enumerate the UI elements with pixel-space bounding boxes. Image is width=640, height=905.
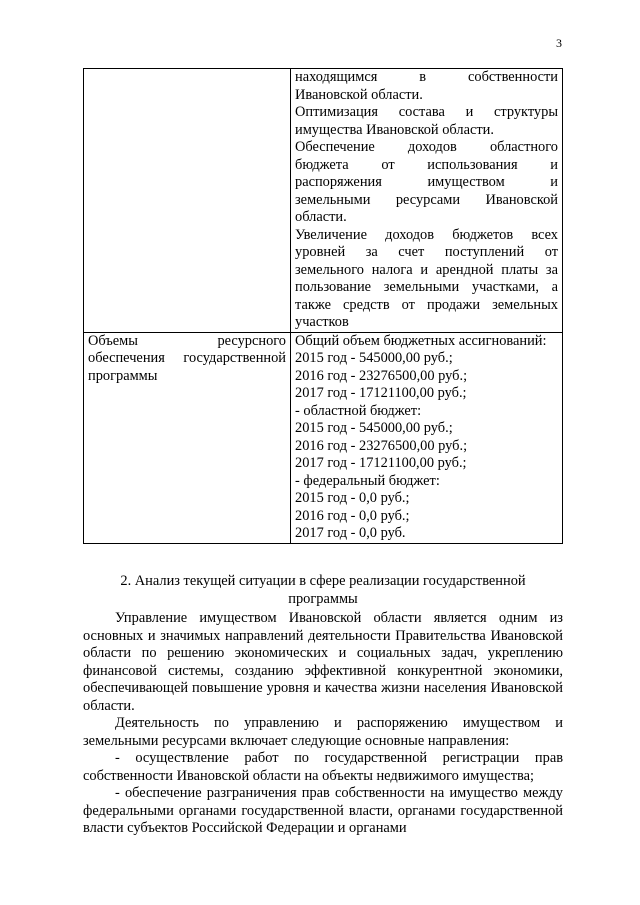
funding-line: Общий объем бюджетных ассигнований: xyxy=(295,332,547,349)
text-line: бюджета от использования и xyxy=(295,156,558,173)
body-paragraph: - осуществление работ по государственной регистрации прав собственности Ивановской области на объекты недвижимого имущества; xyxy=(83,750,563,784)
goal-paragraph xyxy=(295,139,558,227)
page-number: 3 xyxy=(556,36,562,50)
text-line: пользование земельными участками, а xyxy=(295,279,558,295)
funding-line: 2016 год - 23276500,00 руб.; xyxy=(295,437,468,454)
text-line: находящимся в собственности xyxy=(295,69,558,85)
section-analysis xyxy=(83,573,563,838)
funding-line: - федеральный бюджет: xyxy=(295,472,440,489)
text-line: Ивановской области. xyxy=(295,86,423,103)
goal-paragraph xyxy=(295,69,558,104)
section-title xyxy=(83,573,563,608)
funding-line: - областной бюджет: xyxy=(295,402,422,419)
text-line: Оптимизация состава и структуры xyxy=(295,104,558,120)
text-line: Объемы ресурсного xyxy=(88,332,286,349)
table-cell-goals xyxy=(291,69,563,333)
funding-line: 2015 год - 0,0 руб.; xyxy=(295,490,410,506)
text-line: уровней за счет поступлений от xyxy=(295,244,558,260)
text-line: программы xyxy=(88,367,158,384)
text-line: обеспечения государственной xyxy=(88,350,286,366)
funding-line: 2016 год - 0,0 руб.; xyxy=(295,507,410,524)
funding-line: 2015 год - 545000,00 руб.; xyxy=(295,350,453,366)
section-title-line: 2. Анализ текущей ситуации в сфере реализации государственной xyxy=(120,573,526,589)
text-line: также средств от продажи земельных xyxy=(295,296,558,313)
text-line: земельного налога и арендной платы за xyxy=(295,261,558,278)
table-cell-funding xyxy=(291,332,563,543)
text-line: земельными ресурсами Ивановской xyxy=(295,191,558,208)
table-cell-empty xyxy=(84,69,291,333)
section-title-line: программы xyxy=(288,590,358,607)
table-cell-label xyxy=(84,332,291,543)
goal-paragraph xyxy=(295,104,558,139)
body-paragraph: - обеспечение разграничения прав собственности на имущество между федеральными органами государственной власти, органами государственной власти субъектов Российской Федерации и органами xyxy=(83,785,563,836)
text-line: имущества Ивановской области. xyxy=(295,121,494,138)
funding-line: 2016 год - 23276500,00 руб.; xyxy=(295,367,468,384)
text-line: участков xyxy=(295,314,349,330)
table-row xyxy=(84,69,563,333)
text-line: распоряжения имуществом и xyxy=(295,174,558,190)
body-paragraph: Деятельность по управлению и распоряжению имуществом и земельными ресурсами включает следующие основные направления: xyxy=(83,715,563,749)
funding-line: 2015 год - 545000,00 руб.; xyxy=(295,420,453,436)
table-row xyxy=(84,332,563,543)
text-line: области. xyxy=(295,209,347,225)
text-line: Обеспечение доходов областного xyxy=(295,139,558,155)
funding-line: 2017 год - 0,0 руб. xyxy=(295,525,406,541)
text-line: Увеличение доходов бюджетов всех xyxy=(295,226,558,243)
goal-paragraph xyxy=(295,227,558,332)
body-paragraph: Управление имуществом Ивановской области является одним из основных и значимых направлений деятельности Правительства Ивановской области по решению экономических и социальных задач, укреплению финансовой системы, созданию эффективной конкурентной экономики, обеспечивающей повышение уровня и качества жизни населения Ивановской области. xyxy=(83,610,563,714)
funding-line: 2017 год - 17121100,00 руб.; xyxy=(295,385,467,401)
program-passport-table xyxy=(83,68,563,544)
funding-line: 2017 год - 17121100,00 руб.; xyxy=(295,455,467,471)
